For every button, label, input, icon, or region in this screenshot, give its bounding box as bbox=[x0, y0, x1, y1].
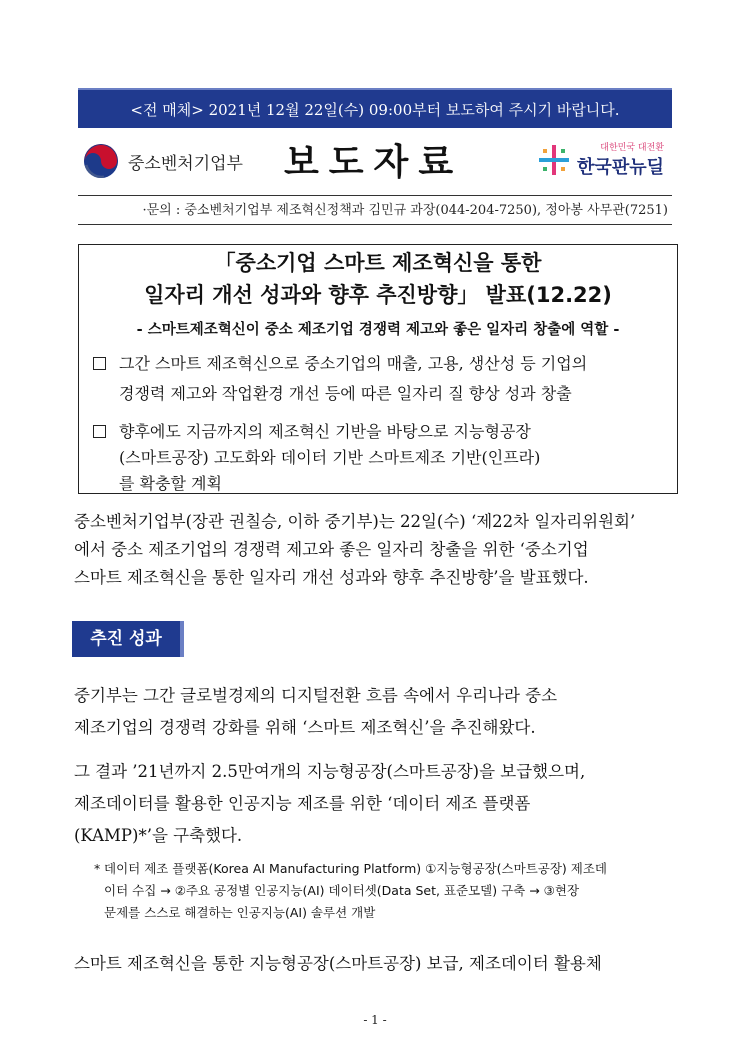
checkbox-square-icon bbox=[93, 425, 106, 438]
new-deal-subtitle: 대한민국 대전환 bbox=[600, 143, 664, 153]
bullet-line: 그간 스마트 제조혁신으로 중소기업의 매출, 고용, 생산성 등 기업의 bbox=[119, 354, 588, 373]
paragraph-line: 스마트 제조혁신을 통한 일자리 개선 성과와 향후 추진방향’을 발표했다. bbox=[74, 568, 589, 587]
headline-subtitle: - 스마트제조혁신이 중소 제조기업 경쟁력 제고와 좋은 일자리 창출에 역할 - bbox=[136, 322, 620, 338]
ministry-name: 중소벤처기업부 bbox=[128, 153, 243, 174]
body-paragraph-2 bbox=[74, 756, 676, 852]
embargo-banner bbox=[78, 88, 672, 128]
taeguk-emblem-icon bbox=[84, 144, 118, 178]
page-number: - 1 - bbox=[363, 1013, 387, 1027]
footnote-marker: * bbox=[94, 861, 101, 876]
headline-line-1: 「중소기업 스마트 제조혁신을 통한 bbox=[214, 251, 542, 275]
bullet-line: 경쟁력 제고와 작업환경 개선 등에 따른 일자리 질 향상 성과 창출 bbox=[119, 384, 572, 403]
paragraph-line: 제조데이터를 활용한 인공지능 제조를 위한 ‘데이터 제조 플랫폼 bbox=[74, 794, 531, 813]
section-heading: 추진 성과 bbox=[72, 621, 184, 657]
new-deal-title: 한국판뉴딜 bbox=[577, 157, 664, 178]
body-paragraph-1 bbox=[74, 680, 676, 744]
summary-box bbox=[78, 244, 678, 494]
footnote-line: 이터 수집 → ②주요 공정별 인공지능(AI) 데이터셋(Data Set, 표준모델) 구축 → ③현장 bbox=[104, 883, 580, 898]
paragraph-line: 제조기업의 경쟁력 강화를 위해 ‘스마트 제조혁신’을 추진해왔다. bbox=[74, 718, 536, 737]
korean-new-deal-logo bbox=[537, 140, 664, 179]
checkbox-square-icon bbox=[93, 357, 106, 370]
bullet-line: (스마트공장) 고도화와 데이터 기반 스마트제조 기반(인프라) bbox=[119, 448, 541, 467]
paragraph-line: 스마트 제조혁신을 통한 지능형공장(스마트공장) 보급, 제조데이터 활용체 bbox=[74, 954, 602, 973]
headline-line-2: 일자리 개선 성과와 향후 추진방향」 발표(12.22) bbox=[144, 283, 612, 307]
new-deal-mark-icon bbox=[537, 143, 571, 177]
paragraph-line: 그 결과 ’21년까지 2.5만여개의 지능형공장(스마트공장)을 보급했으며, bbox=[74, 762, 586, 781]
press-release-title: 보도자료 bbox=[284, 141, 464, 183]
embargo-text: <전 매체> 2021년 12월 22일(수) 09:00부터 보도하여 주시기 바랍니다. bbox=[130, 101, 620, 119]
intro-paragraph bbox=[74, 508, 676, 592]
body-paragraph-3 bbox=[74, 948, 676, 980]
contact-info: ·문의 : 중소벤처기업부 제조혁신정책과 김민규 과장(044-204-7250), 정아봉 사무관(7251) bbox=[78, 195, 672, 225]
ministry-logo bbox=[84, 140, 243, 182]
footnote-line: 문제를 스스로 해결하는 인공지능(AI) 솔루션 개발 bbox=[104, 905, 376, 920]
bullet-line: 향후에도 지금까지의 제조혁신 기반을 바탕으로 지능형공장 bbox=[119, 422, 531, 441]
footnote-line: 데이터 제조 플랫폼(Korea AI Manufacturing Platform) ①지능형공장(스마트공장) 제조데 bbox=[104, 861, 608, 876]
paragraph-line: (KAMP)*’을 구축했다. bbox=[74, 826, 243, 845]
masthead bbox=[78, 132, 672, 190]
paragraph-line: 중기부는 그간 글로벌경제의 디지털전환 흐름 속에서 우리나라 중소 bbox=[74, 686, 558, 705]
paragraph-line: 에서 중소 제조기업의 경쟁력 제고와 좋은 일자리 창출을 위한 ‘중소기업 bbox=[74, 540, 589, 559]
paragraph-line: 중소벤처기업부(장관 권칠승, 이하 중기부)는 22일(수) ‘제22차 일자리위원회’ bbox=[74, 512, 636, 531]
bullet-line: 를 확충할 계획 bbox=[119, 474, 222, 493]
footnote bbox=[94, 858, 676, 924]
